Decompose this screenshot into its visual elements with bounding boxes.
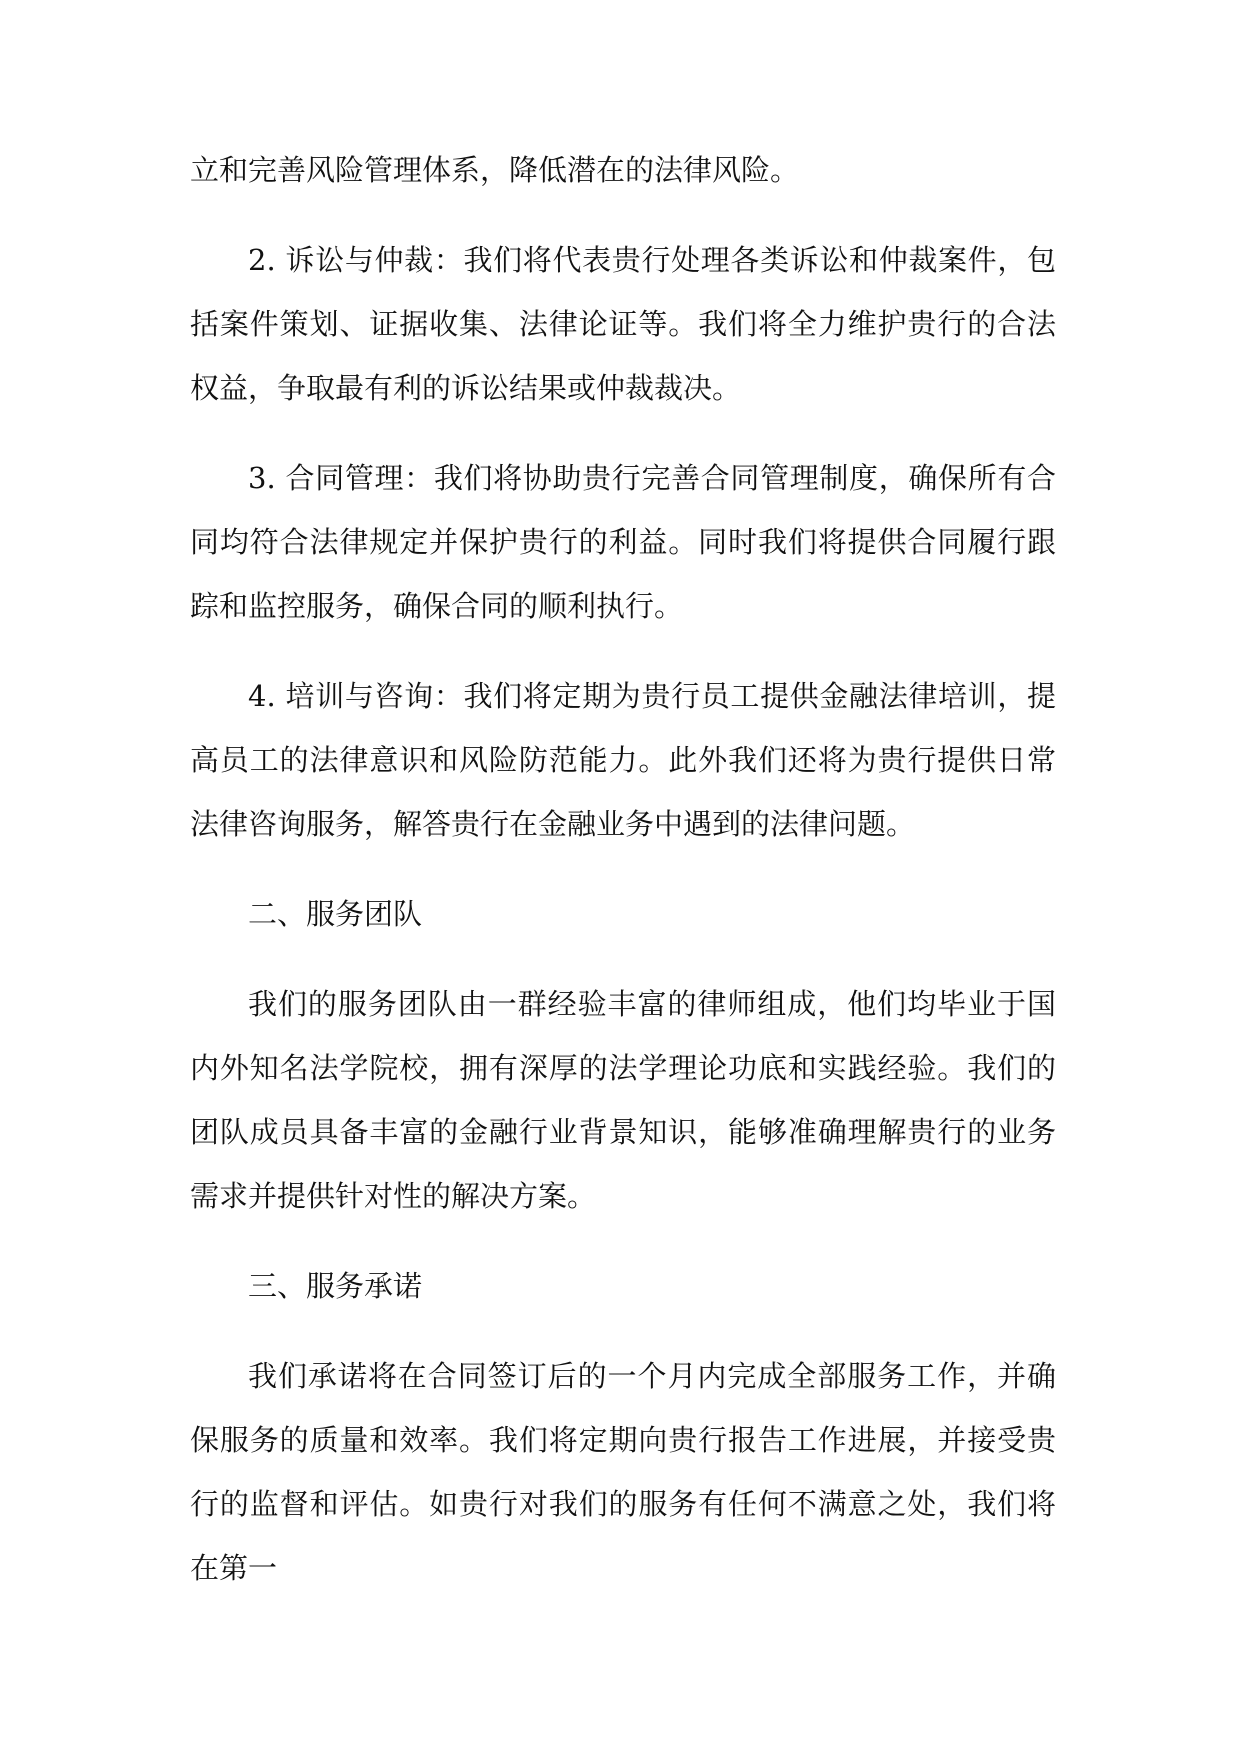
paragraph-continuation: 立和完善风险管理体系，降低潜在的法律风险。 <box>190 153 800 187</box>
paragraph-item-3-contract: 3. 合同管理：我们将协助贵行完善合同管理制度，确保所有合同均符合法律规定并保护贵行的利益。同时我们将提供合同履行跟踪和监控服务，确保合同的顺利执行。 <box>190 461 1056 623</box>
section-heading-service-commitment: 三、服务承诺 <box>248 1269 423 1303</box>
paragraph-service-commitment: 我们承诺将在合同签订后的一个月内完成全部服务工作，并确保服务的质量和效率。我们将定期向贵行报告工作进展，并接受贵行的监督和评估。如贵行对我们的服务有任何不满意之处，我们将在第一 <box>190 1359 1056 1585</box>
paragraph-item-2-litigation: 2. 诉讼与仲裁：我们将代表贵行处理各类诉讼和仲裁案件，包括案件策划、证据收集、法律论证等。我们将全力维护贵行的合法权益，争取最有利的诉讼结果或仲裁裁决。 <box>190 243 1056 405</box>
paragraph-service-team: 我们的服务团队由一群经验丰富的律师组成，他们均毕业于国内外知名法学院校，拥有深厚的法学理论功底和实践经验。我们的团队成员具备丰富的金融行业背景知识，能够准确理解贵行的业务需求并提供针对性的解决方案。 <box>190 987 1056 1213</box>
section-heading-service-team: 二、服务团队 <box>248 897 423 931</box>
paragraph-item-4-training: 4. 培训与咨询：我们将定期为贵行员工提供金融法律培训，提高员工的法律意识和风险防范能力。此外我们还将为贵行提供日常法律咨询服务，解答贵行在金融业务中遇到的法律问题。 <box>190 679 1056 841</box>
document-page <box>190 138 1056 1626</box>
